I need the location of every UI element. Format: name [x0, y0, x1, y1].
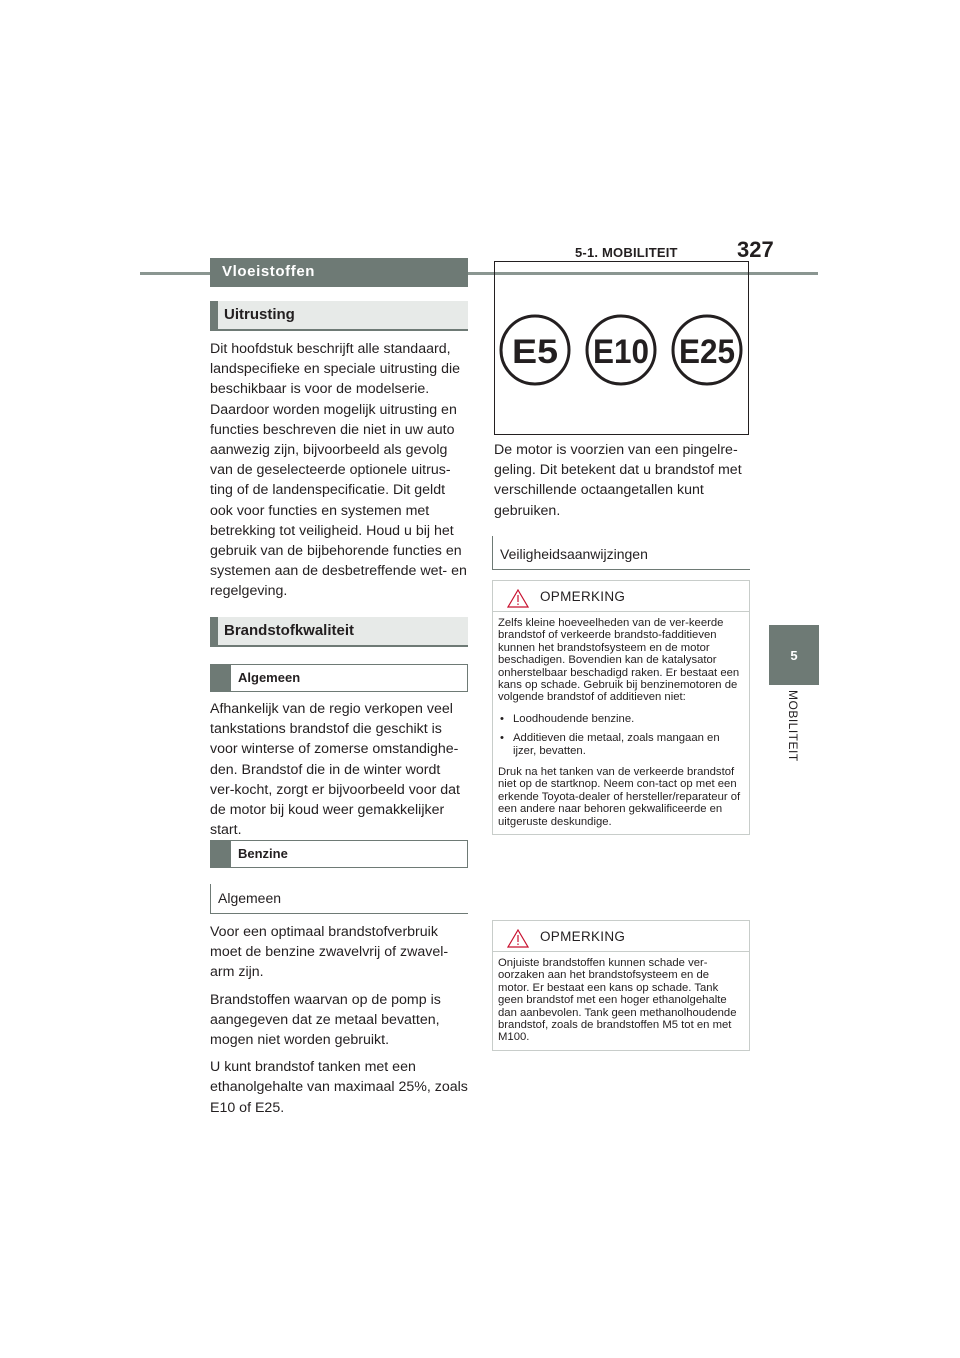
- equipment-paragraph-block: [210, 339, 468, 602]
- notice-text: Onjuiste brandstoffen kunnen schade ver-oorzaken aan het brandstofsysteem en de motor. Er bestaat een kans op schade. Tank geen brandstof met een hoger ethanolgehalte dan aanbevolen. Tank geen methanolhoudende brandstof, zoals de brandstoffen M5 tot en met M100.: [498, 957, 737, 1044]
- notice-outro: Druk na het tanken van de verkeerde brandstof niet op de startknop. Neem con-tact op met een erkende Toyota-dealer of hersteller/reparateur of een andere naar behoren gekwalificeerde en uitgeruste deskundige.: [498, 766, 741, 828]
- fuel-label-e10: E10: [593, 333, 649, 371]
- general-paragraph-block: [210, 699, 468, 840]
- petrol-paragraph-3: U kunt brandstof tanken met een ethanolgehalte van maximaal 25%, zoals E10 of E25.: [210, 1059, 468, 1116]
- fuel-label-e25: E25: [679, 333, 735, 371]
- equipment-heading-text: Uitrusting: [224, 306, 295, 323]
- equipment-heading: [210, 301, 468, 331]
- petrol-general-heading-text: Algemeen: [218, 890, 282, 906]
- section-title: Vloeistoffen: [210, 258, 468, 287]
- fuel-quality-heading-text: Brandstofkwaliteit: [224, 622, 355, 639]
- chapter-tab-label-text: MOBILITEIT: [786, 690, 800, 762]
- fuel-label-graphic: [495, 262, 748, 434]
- general-heading: [210, 664, 468, 692]
- equipment-paragraph: Dit hoofdstuk beschrijft alle standaard, landspecifieke en speciale uitrusting die beschikbaar is voor de modelserie. Daardoor worden mogelijk uitrusting en functies beschreven die niet in uw auto aanwezig zijn, bijvoorbeeld als gevolg van de geselecteerde optionele uitrus-ting of de landenspecificatie. Dit geldt ook voor functies en systemen met betrekking tot veiligheid. Houd u bij het gebruik van de bijbehorende functies en systemen aan de desbetreffende wet- en regelgeving.: [210, 341, 467, 600]
- warning-triangle-icon: [507, 929, 529, 948]
- fuel-label-figure: [494, 261, 749, 435]
- warning-triangle-icon: [507, 589, 529, 608]
- petrol-general-heading: [210, 884, 468, 914]
- safety-heading-text: Veiligheidsaanwijzingen: [500, 546, 648, 562]
- notice-bullet-list: [498, 713, 743, 757]
- notice-intro: Zelfs kleine hoeveelheden van de ver-keerde brandstof of verkeerde brandsto-fadditieven kunnen het brandstofsysteem en de motor beschadigen. Bovendien kan de katalysator onherstelbaar beschadigd raken. Er bestaat een kans op schade. Gebruik bij benzinemotoren de volgende brandstof of additieven niet:: [498, 617, 740, 704]
- petrol-paragraphs: [210, 922, 468, 1118]
- notice-title: OPMERKING: [540, 589, 626, 604]
- knock-paragraph: De motor is voorzien van een pingelre-geling. Dit betekent dat u brandstof met verschillende octaangetallen kunt gebruiken.: [494, 442, 742, 519]
- chapter-label: 5-1. MOBILITEIT: [575, 245, 678, 260]
- notice-header: [493, 581, 749, 612]
- page-number: 327: [737, 237, 774, 262]
- general-heading-text: Algemeen: [238, 670, 301, 685]
- notice-header: [493, 921, 749, 952]
- notice-box-2: [492, 920, 750, 1051]
- notice-title: OPMERKING: [540, 929, 626, 944]
- petrol-heading: [210, 840, 468, 868]
- chapter-tab-label: [780, 690, 810, 790]
- general-paragraph: Afhankelijk van de regio verkopen veel tankstations brandstof die geschikt is voor winterse of zomerse omstandighe-den. Brandstof die in de winter wordt ver-kocht, zorgt er bijvoorbeeld voor dat de motor bij koud weer gemakkelijker start.: [210, 701, 460, 839]
- chapter-tab-number: 5: [790, 647, 798, 663]
- heading-block: [210, 840, 231, 868]
- notice-body: [493, 612, 749, 834]
- petrol-heading-text: Benzine: [238, 846, 288, 861]
- heading-accent: [210, 617, 218, 645]
- chapter-tab: [769, 625, 819, 685]
- heading-block: [210, 664, 231, 692]
- fuel-quality-heading: [210, 617, 468, 647]
- petrol-paragraph-1: Voor een optimaal brandstofverbruik moet de benzine zwavelvrij of zwavel-arm zijn.: [210, 924, 449, 981]
- petrol-paragraph-2: Brandstoffen waarvan op de pomp is aangegeven dat ze metaal bevatten, mogen niet worden gebruikt.: [210, 991, 441, 1049]
- safety-heading: [492, 536, 750, 570]
- notice-bullet: • Loodhoudende benzine.: [498, 713, 743, 725]
- notice-body: [493, 952, 749, 1050]
- notice-bullet: • Additieven die metaal, zoals mangaan en ijzer, bevatten.: [498, 732, 743, 757]
- heading-accent: [210, 301, 218, 329]
- notice-box-1: [492, 580, 750, 835]
- knock-paragraph-block: [494, 440, 750, 521]
- fuel-label-e5: E5: [512, 333, 558, 371]
